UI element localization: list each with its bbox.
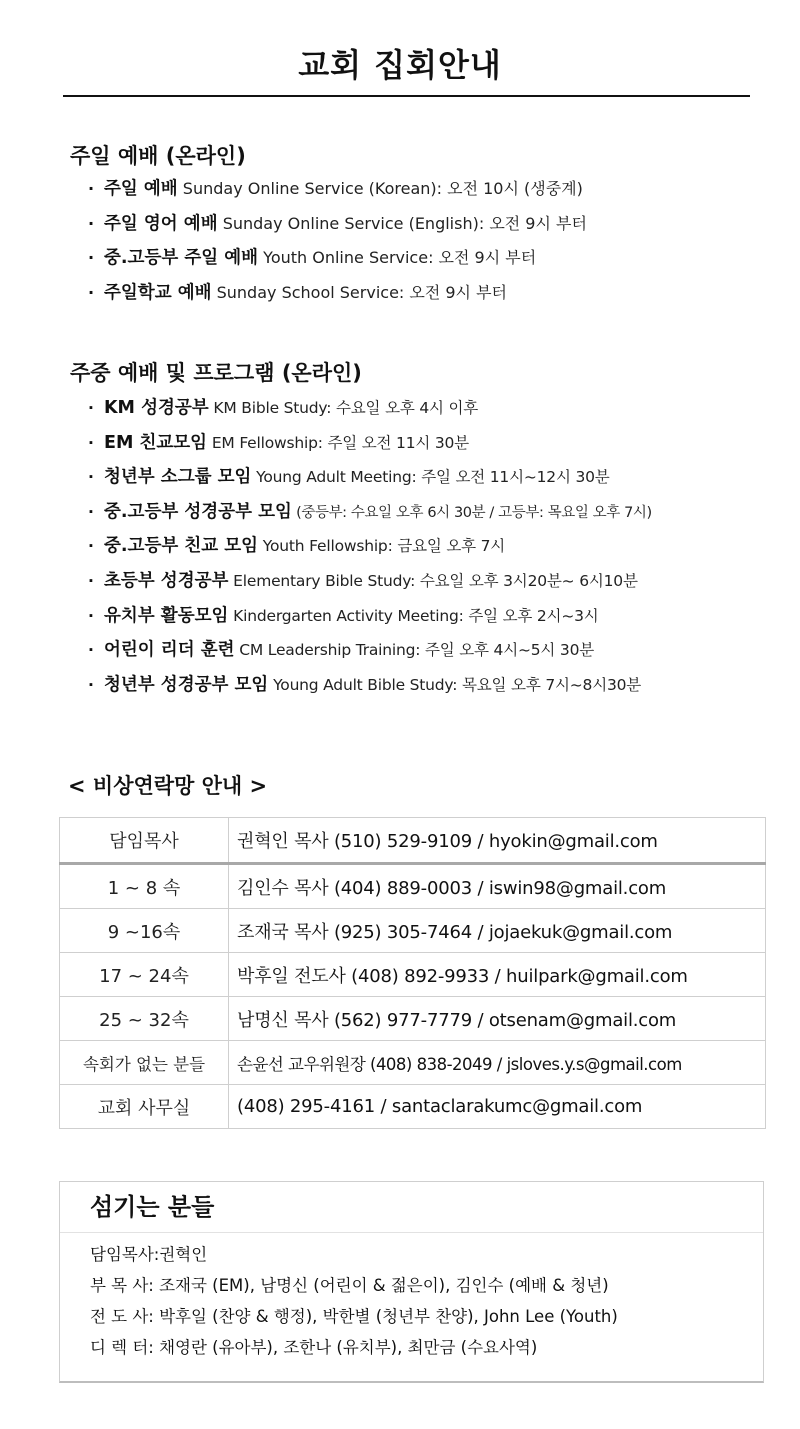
list-item	[88, 668, 652, 703]
item-title: 중.고등부 친교 모임	[104, 536, 259, 557]
bullet-icon: ·	[88, 641, 94, 660]
item-title: 청년부 소그룹 모임	[104, 467, 252, 488]
list-item	[88, 495, 652, 530]
sunday-worship-heading: 주일 예배 (온라인)	[70, 144, 246, 168]
table-row	[60, 1041, 766, 1085]
list-item	[88, 426, 652, 461]
item-detail: Sunday Online Service (English): 오전 9시 부터	[217, 213, 587, 233]
table-row	[60, 818, 766, 864]
bullet-icon: ·	[88, 606, 94, 625]
item-title: 주일 영어 예배	[104, 213, 218, 234]
bullet-icon: ·	[88, 282, 95, 302]
contact-label: 25 ~ 32속	[60, 997, 229, 1041]
contact-value: 남명신 목사 (562) 977-7779 / otsenam@gmail.com	[229, 997, 766, 1041]
item-detail: (중등부: 수요일 오후 6시 30분 / 고등부: 목요일 오후 7시)	[291, 504, 652, 521]
table-row	[60, 909, 766, 953]
contact-label: 속회가 없는 분들	[60, 1041, 229, 1085]
contact-value: 김인수 목사 (404) 889-0003 / iswin98@gmail.com	[229, 864, 766, 909]
item-title: EM 친교모임	[104, 432, 208, 453]
bullet-icon: ·	[88, 399, 94, 417]
bullet-icon: ·	[88, 571, 94, 590]
item-title: 어린이 리더 훈련	[104, 640, 235, 661]
item-title: 주일학교 예배	[104, 282, 212, 303]
item-detail: Youth Fellowship: 금요일 오후 7시	[258, 537, 506, 556]
list-item	[88, 276, 587, 311]
contact-value: 조재국 목사 (925) 305-7464 / jojaekuk@gmail.com	[229, 909, 766, 953]
staff-line: 담임목사:권혁인	[90, 1245, 208, 1264]
weekly-programs-list	[88, 391, 652, 702]
staff-heading: 섬기는 분들	[90, 1193, 215, 1221]
table-row	[60, 997, 766, 1041]
bullet-icon: ·	[88, 179, 95, 198]
contacts-heading: < 비상연락망 안내 >	[68, 774, 268, 798]
table-row	[60, 953, 766, 997]
bullet-icon: ·	[88, 537, 94, 556]
item-detail: Sunday School Service: 오전 9시 부터	[211, 282, 508, 302]
contact-label: 9 ~16속	[60, 909, 229, 953]
item-detail: Kindergarten Activity Meeting: 주일 오후 2시~3시	[228, 606, 599, 625]
item-title: 중.고등부 주일 예배	[104, 248, 259, 269]
bullet-icon: ·	[88, 502, 94, 521]
bullet-icon: ·	[88, 213, 95, 233]
item-detail: Youth Online Service: 오전 9시 부터	[258, 248, 537, 268]
page-title: 교회 집회안내	[298, 46, 502, 84]
bullet-icon: ·	[88, 468, 94, 487]
contacts-table	[59, 817, 766, 1129]
contact-value: 박후일 전도사 (408) 892-9933 / huilpark@gmail.com	[229, 953, 766, 997]
list-item	[88, 564, 652, 599]
item-detail: CM Leadership Training: 주일 오후 4시~5시 30분	[234, 641, 595, 660]
staff-list	[90, 1239, 618, 1363]
bullet-icon: ·	[88, 675, 94, 694]
contact-label: 17 ~ 24속	[60, 953, 229, 997]
item-detail: KM Bible Study: 수요일 오후 4시 이후	[208, 399, 479, 417]
bullet-icon: ·	[88, 433, 94, 452]
list-item	[88, 391, 652, 426]
table-row	[60, 864, 766, 909]
list-item	[88, 633, 652, 668]
staff-box	[59, 1181, 764, 1383]
weekly-programs-heading: 주중 예배 및 프로그램 (온라인)	[70, 361, 362, 385]
list-item	[88, 241, 587, 276]
list-item	[88, 529, 652, 564]
contact-label: 1 ~ 8 속	[60, 864, 229, 909]
contact-value: 권혁인 목사 (510) 529-9109 / hyokin@gmail.com	[229, 818, 766, 864]
item-title: KM 성경공부	[104, 398, 209, 418]
contact-label: 교회 사무실	[60, 1085, 229, 1129]
staff-line: 디 렉 터: 채영란 (유아부), 조한나 (유치부), 최만금 (수요사역)	[90, 1338, 538, 1357]
contact-value: 손윤선 교우위원장 (408) 838-2049 / jsloves.y.s@gmail.com	[229, 1041, 766, 1085]
item-detail: Sunday Online Service (Korean): 오전 10시 (생중계)	[177, 179, 583, 198]
item-detail: Elementary Bible Study: 수요일 오후 3시20분~ 6시10분	[228, 571, 638, 590]
item-title: 초등부 성경공부	[104, 570, 229, 591]
contact-value: (408) 295-4161 / santaclarakumc@gmail.com	[229, 1085, 766, 1129]
item-title: 중.고등부 성경공부 모임	[104, 501, 292, 522]
bullet-icon: ·	[88, 248, 95, 268]
item-detail: Young Adult Bible Study: 목요일 오후 7시~8시30분	[268, 675, 642, 694]
table-row	[60, 1085, 766, 1129]
item-detail: Young Adult Meeting: 주일 오전 11시~12시 30분	[251, 468, 610, 487]
item-title: 유치부 활동모임	[104, 605, 229, 626]
item-detail: EM Fellowship: 주일 오전 11시 30분	[207, 433, 469, 452]
contact-label: 담임목사	[60, 818, 229, 864]
item-title: 청년부 성경공부 모임	[104, 674, 269, 695]
item-title: 주일 예배	[104, 179, 178, 199]
list-item	[88, 599, 652, 634]
sunday-worship-list	[88, 172, 587, 310]
title-divider	[63, 95, 750, 97]
list-item	[88, 172, 587, 207]
staff-line: 전 도 사: 박후일 (찬양 & 행정), 박한별 (청년부 찬양), John Lee (Youth)	[90, 1307, 618, 1326]
staff-divider	[60, 1232, 763, 1233]
staff-line: 부 목 사: 조재국 (EM), 남명신 (어린이 & 젊은이), 김인수 (예배 & 청년)	[90, 1276, 609, 1295]
list-item	[88, 207, 587, 242]
list-item	[88, 460, 652, 495]
